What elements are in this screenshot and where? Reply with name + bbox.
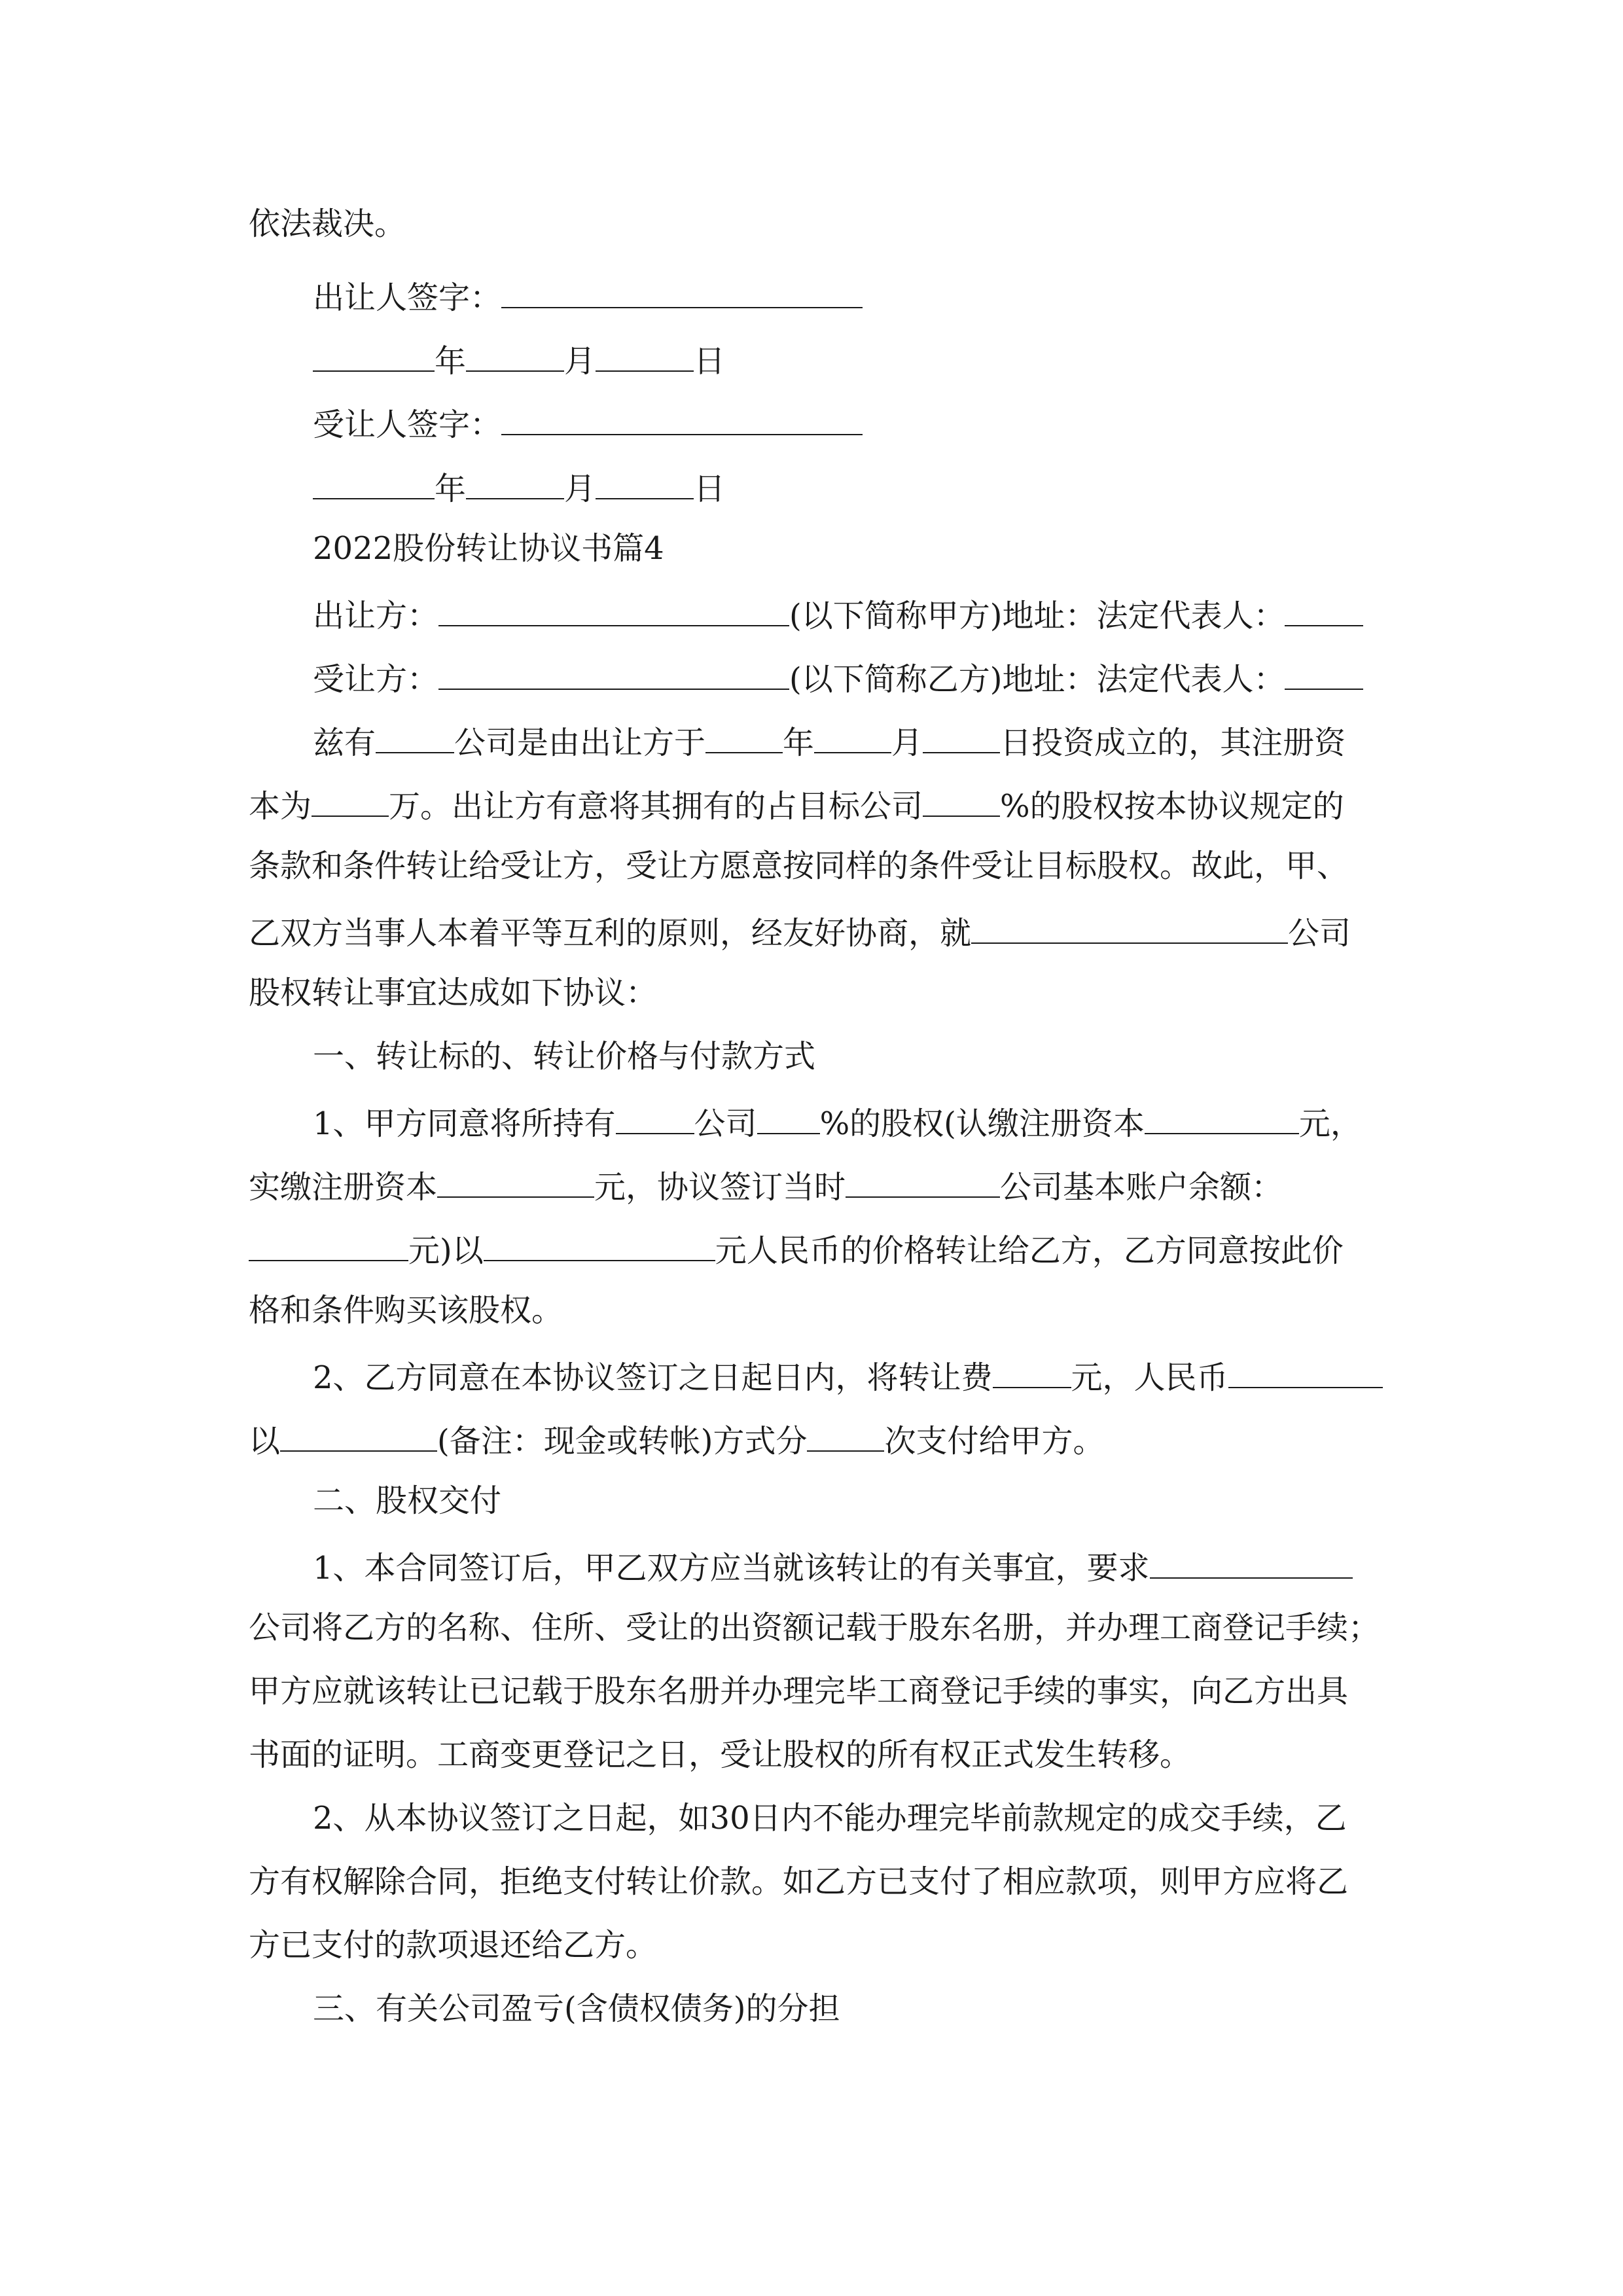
blank-underline (971, 908, 1288, 944)
blank-underline (376, 718, 454, 753)
blank-underline (1285, 655, 1363, 690)
paragraph-line (249, 1607, 1380, 1649)
text: %的股权按本协议规定的 (1000, 788, 1344, 825)
paragraph-line (249, 1924, 657, 1966)
text: 书面的证明。工商变更登记之日，受让股权的所有权正式发生转移。 (249, 1736, 1192, 1773)
text: 1、甲方同意将所持有 (313, 1105, 616, 1142)
blank-underline (466, 336, 564, 372)
text: 格和条件购买该股权。 (249, 1292, 563, 1329)
text: 日 (694, 343, 726, 380)
text: 万。出让方有意将其拥有的占目标公司 (389, 788, 923, 825)
text: 元， (1298, 1105, 1362, 1142)
blank-underline (466, 464, 564, 499)
text: 日投资成立的，其注册资 (1000, 725, 1346, 761)
text: 三、有关公司盈亏(含债权债务)的分担 (313, 1990, 840, 2027)
text: 甲方应就该转让已记载于股东名册并办理完毕工商登记手续的事实，向乙方出具 (249, 1673, 1349, 1710)
paragraph-line (249, 203, 406, 245)
date-line (313, 336, 725, 378)
text: 公司是由出让方于 (454, 725, 706, 761)
text: 公司基本账户余额： (1000, 1169, 1283, 1206)
paragraph-line (313, 1543, 1353, 1585)
blank-underline (616, 1099, 694, 1134)
blank-underline (705, 718, 783, 753)
blank-underline (249, 1226, 408, 1261)
clause-heading (313, 1035, 815, 1077)
party-line-transferee (313, 655, 1363, 696)
section-title (313, 528, 664, 569)
text: 依法裁决。 (249, 206, 406, 242)
blank-underline (312, 781, 389, 817)
text: 月 (564, 471, 596, 507)
text: %的股权(认缴注册资本 (819, 1105, 1145, 1142)
text: 公司 (1288, 915, 1351, 952)
party-line-transferor (313, 591, 1363, 633)
paragraph-line (249, 908, 1351, 950)
text: 公司将乙方的名称、住所、受让的出资额记载于股东名册，并办理工商登记手续； (249, 1609, 1380, 1646)
text: 2、从本协议签订之日起，如30日内不能办理完毕前款规定的成交手续，乙 (313, 1800, 1347, 1837)
text: 条款和条件转让给受让方，受让方愿意按同样的条件受让目标股权。故此，甲、 (249, 848, 1349, 884)
paragraph-line (249, 781, 1344, 823)
text: 出让方： (313, 598, 439, 634)
blank-underline (438, 655, 789, 690)
text: 受让方： (313, 661, 439, 698)
text: 年 (435, 343, 467, 380)
blank-underline (1228, 1353, 1383, 1388)
blank-underline (1150, 1543, 1353, 1579)
text: 月 (564, 343, 596, 380)
paragraph-line (313, 1099, 1362, 1141)
paragraph-line (249, 1734, 1191, 1776)
blank-underline (596, 336, 694, 372)
text: 本为 (249, 788, 312, 825)
text: (以下简称乙方)地址：法定代表人： (789, 661, 1285, 698)
clause-heading (313, 1480, 501, 1522)
text: 方已支付的款项退还给乙方。 (249, 1927, 658, 1964)
blank-underline (437, 1162, 594, 1198)
blank-underline (438, 591, 789, 626)
blank-underline (923, 718, 1000, 753)
label: 受让人签字： (313, 406, 502, 443)
text: 元人民币的价格转让给乙方，乙方同意按此价 (715, 1232, 1344, 1269)
blank-underline (757, 1099, 820, 1134)
text: (以下简称甲方)地址：法定代表人： (789, 598, 1285, 634)
blank-underline (484, 1226, 715, 1261)
text: 方有权解除合同，拒绝支付转让价款。如乙方已支付了相应款项，则甲方应将乙 (249, 1863, 1349, 1900)
text: 元，人民币 (1071, 1359, 1228, 1396)
paragraph-line (249, 1226, 1344, 1268)
blank-underline (993, 1353, 1071, 1388)
blank-underline (501, 273, 863, 308)
blank-underline (280, 1416, 437, 1452)
paragraph-line (249, 845, 1348, 887)
blank-underline (1285, 591, 1363, 626)
text: 年 (435, 471, 467, 507)
text: 元)以 (408, 1232, 484, 1269)
text: 1、本合同签订后，甲乙双方应当就该转让的有关事宜，要求 (313, 1550, 1150, 1587)
signature-line-transferee (313, 400, 863, 442)
paragraph-line (249, 1670, 1348, 1712)
blank-underline (313, 336, 435, 372)
paragraph-line (249, 972, 657, 1014)
text: 一、转让标的、转让价格与付款方式 (313, 1038, 816, 1075)
paragraph-line (249, 1416, 1105, 1458)
blank-underline (596, 464, 694, 499)
paragraph-line (249, 1162, 1283, 1204)
text: 兹有 (313, 725, 376, 761)
text: 年 (783, 725, 815, 761)
blank-underline (846, 1162, 1000, 1198)
text: 2、乙方同意在本协议签订之日起日内，将转让费 (313, 1359, 993, 1396)
blank-underline (807, 1416, 884, 1452)
paragraph-line (313, 1797, 1347, 1839)
blank-underline (923, 781, 1000, 817)
label: 出让人签字： (313, 279, 502, 316)
date-line (313, 464, 725, 506)
blank-underline (814, 718, 891, 753)
text: 二、股权交付 (313, 1482, 502, 1519)
signature-line-transferor (313, 273, 863, 315)
paragraph-line (313, 718, 1346, 760)
blank-underline (501, 400, 863, 435)
paragraph-line (313, 1353, 1383, 1395)
blank-underline (313, 464, 435, 499)
clause-heading (313, 1988, 840, 2030)
text: (备注：现金或转帐)方式分 (437, 1423, 808, 1460)
text: 元，协议签订当时 (594, 1169, 846, 1206)
text: 实缴注册资本 (249, 1169, 438, 1206)
text: 2022股份转让协议书篇4 (313, 530, 664, 567)
text: 次支付给甲方。 (884, 1423, 1105, 1460)
text: 以 (249, 1423, 281, 1460)
paragraph-line (249, 1861, 1348, 1903)
text: 乙双方当事人本着平等互利的原则，经友好协商，就 (249, 915, 972, 952)
paragraph-line (249, 1289, 563, 1331)
blank-underline (1145, 1099, 1299, 1134)
text: 月 (891, 725, 923, 761)
text: 公司 (694, 1105, 757, 1142)
text: 日 (694, 471, 726, 507)
text: 股权转让事宜达成如下协议： (249, 975, 658, 1011)
